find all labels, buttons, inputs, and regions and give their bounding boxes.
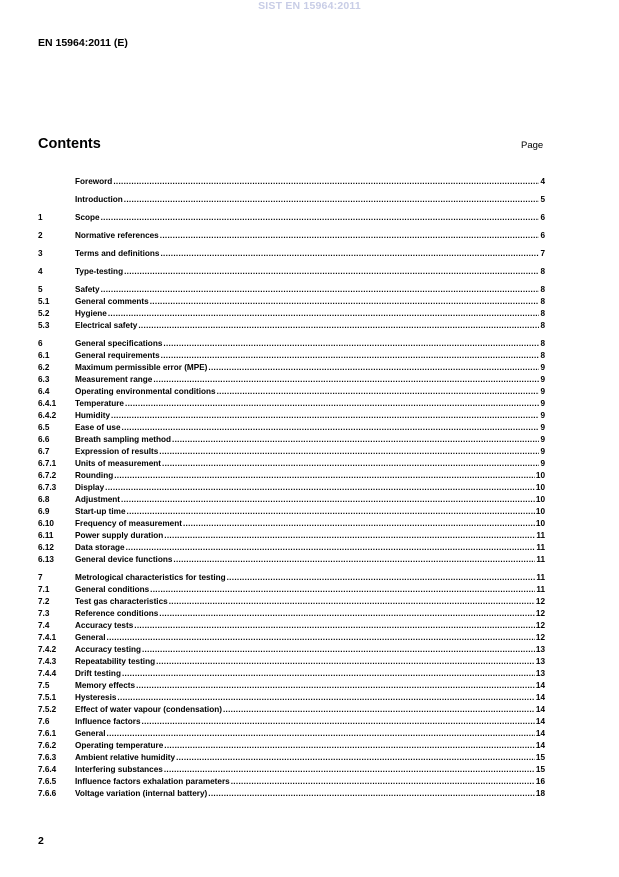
toc-entry[interactable] bbox=[38, 656, 545, 668]
toc-dot-leader bbox=[227, 572, 536, 584]
toc-entry-title: Type-testing bbox=[75, 267, 124, 276]
toc-dot-leader bbox=[159, 446, 539, 458]
toc-entry-number: 7.2 bbox=[38, 597, 50, 606]
toc-entry-title: Rounding bbox=[75, 471, 114, 480]
toc-dot-leader bbox=[172, 434, 539, 446]
toc-dot-leader bbox=[138, 320, 539, 332]
toc-entry[interactable] bbox=[38, 266, 545, 278]
toc-entry-number: 7.5 bbox=[38, 681, 50, 690]
toc-entry[interactable] bbox=[38, 422, 545, 434]
toc-entry-page: 11 bbox=[536, 573, 545, 582]
toc-entry-title: Display bbox=[75, 483, 105, 492]
toc-dot-leader bbox=[105, 482, 535, 494]
toc-entry[interactable] bbox=[38, 728, 545, 740]
toc-entry[interactable] bbox=[38, 620, 545, 632]
toc-entry[interactable] bbox=[38, 362, 545, 374]
toc-dot-leader bbox=[173, 554, 535, 566]
toc-group bbox=[38, 266, 545, 278]
toc-group bbox=[38, 194, 545, 206]
toc-entry-number: 6.10 bbox=[38, 519, 54, 528]
toc-dot-leader bbox=[142, 644, 535, 656]
toc-entry-page: 11 bbox=[536, 555, 545, 564]
toc-entry[interactable] bbox=[38, 398, 545, 410]
toc-entry-title: General bbox=[75, 633, 106, 642]
toc-entry-title: Measurement range bbox=[75, 375, 153, 384]
toc-group bbox=[38, 248, 545, 260]
toc-entry[interactable] bbox=[38, 350, 545, 362]
toc-dot-leader bbox=[163, 338, 539, 350]
toc-entry-page: 4 bbox=[540, 177, 545, 186]
toc-entry-number: 7.6.3 bbox=[38, 753, 57, 762]
toc-entry-page: 10 bbox=[535, 471, 545, 480]
toc-entry[interactable] bbox=[38, 320, 545, 332]
toc-entry-number: 6.8 bbox=[38, 495, 50, 504]
toc-dot-leader bbox=[160, 230, 540, 242]
toc-entry-page: 12 bbox=[535, 621, 545, 630]
toc-group bbox=[38, 284, 545, 332]
toc-entry-page: 18 bbox=[535, 789, 545, 798]
toc-dot-leader bbox=[150, 584, 535, 596]
toc-entry[interactable] bbox=[38, 410, 545, 422]
toc-entry-number: 6.7.3 bbox=[38, 483, 57, 492]
toc-entry[interactable] bbox=[38, 308, 545, 320]
toc-entry-title: Expression of results bbox=[75, 447, 159, 456]
toc-dot-leader bbox=[111, 410, 539, 422]
toc-entry-number: 7.4.3 bbox=[38, 657, 57, 666]
toc-entry-number: 1 bbox=[38, 213, 43, 222]
watermark: SIST EN 15964:2011 bbox=[258, 0, 361, 12]
toc-entry[interactable] bbox=[38, 458, 545, 470]
toc-entry[interactable] bbox=[38, 572, 545, 584]
toc-entry[interactable] bbox=[38, 530, 545, 542]
toc-entry-page: 16 bbox=[535, 777, 545, 786]
toc-entry[interactable] bbox=[38, 494, 545, 506]
toc-entry-page: 8 bbox=[540, 351, 545, 360]
toc-entry-number: 6.11 bbox=[38, 531, 54, 540]
toc-entry-page: 8 bbox=[540, 321, 545, 330]
toc-dot-leader bbox=[107, 728, 535, 740]
toc-entry-page: 13 bbox=[535, 645, 545, 654]
toc-entry[interactable] bbox=[38, 596, 545, 608]
toc-dot-leader bbox=[169, 596, 535, 608]
page-column-label: Page bbox=[521, 140, 544, 151]
toc-entry[interactable] bbox=[38, 176, 545, 188]
toc-entry-number: 6.4.1 bbox=[38, 399, 57, 408]
toc-entry-title: Power supply duration bbox=[75, 531, 164, 540]
toc-dot-leader bbox=[153, 374, 539, 386]
toc-entry[interactable] bbox=[38, 482, 545, 494]
toc-entry-title: Accuracy testing bbox=[75, 645, 141, 654]
toc-group bbox=[38, 338, 545, 566]
toc-entry-title: Terms and definitions bbox=[75, 249, 160, 258]
toc-dot-leader bbox=[183, 518, 535, 530]
toc-entry-title: Drift testing bbox=[75, 669, 121, 678]
toc-entry-page: 13 bbox=[535, 657, 545, 666]
toc-entry[interactable] bbox=[38, 716, 545, 728]
toc-entry-page: 6 bbox=[540, 231, 545, 240]
toc-entry-title: Data storage bbox=[75, 543, 125, 552]
toc-entry-number: 7.5.1 bbox=[38, 693, 57, 702]
toc-dot-leader bbox=[164, 530, 535, 542]
toc-entry-page: 12 bbox=[535, 633, 545, 642]
toc-entry-page: 7 bbox=[540, 249, 545, 258]
toc-entry-page: 10 bbox=[535, 519, 545, 528]
toc-dot-leader bbox=[114, 470, 535, 482]
toc-entry-page: 11 bbox=[536, 543, 545, 552]
table-of-contents bbox=[38, 176, 545, 806]
toc-dot-leader bbox=[208, 788, 535, 800]
toc-entry-number: 6.7.2 bbox=[38, 471, 57, 480]
toc-dot-leader bbox=[176, 752, 535, 764]
toc-entry-title: Metrological characteristics for testing bbox=[75, 573, 226, 582]
toc-dot-leader bbox=[107, 632, 535, 644]
toc-entry-page: 9 bbox=[540, 459, 545, 468]
toc-entry[interactable] bbox=[38, 668, 545, 680]
toc-entry-title: General requirements bbox=[75, 351, 160, 360]
toc-entry-number: 7.6.2 bbox=[38, 741, 57, 750]
toc-entry-number: 7.6 bbox=[38, 717, 50, 726]
toc-entry[interactable] bbox=[38, 446, 545, 458]
toc-entry-number: 7.4.4 bbox=[38, 669, 57, 678]
toc-entry-title: General device functions bbox=[75, 555, 173, 564]
toc-entry[interactable] bbox=[38, 230, 545, 242]
toc-entry[interactable] bbox=[38, 434, 545, 446]
toc-entry-page: 8 bbox=[540, 267, 545, 276]
toc-entry[interactable] bbox=[38, 764, 545, 776]
toc-entry-number: 7.4.1 bbox=[38, 633, 57, 642]
toc-entry-page: 9 bbox=[540, 387, 545, 396]
toc-dot-leader bbox=[121, 494, 535, 506]
toc-entry-number: 6.5 bbox=[38, 423, 50, 432]
toc-entry[interactable] bbox=[38, 374, 545, 386]
toc-entry-number: 2 bbox=[38, 231, 43, 240]
toc-entry[interactable] bbox=[38, 680, 545, 692]
toc-entry-page: 9 bbox=[540, 423, 545, 432]
toc-dot-leader bbox=[127, 506, 535, 518]
toc-entry-title: Start-up time bbox=[75, 507, 126, 516]
toc-entry[interactable] bbox=[38, 788, 545, 800]
toc-entry-page: 5 bbox=[540, 195, 545, 204]
toc-entry-page: 13 bbox=[535, 669, 545, 678]
toc-entry-title: Interfering substances bbox=[75, 765, 163, 774]
toc-entry[interactable] bbox=[38, 692, 545, 704]
toc-entry-page: 12 bbox=[535, 609, 545, 618]
toc-dot-leader bbox=[161, 350, 540, 362]
toc-dot-leader bbox=[150, 296, 540, 308]
toc-entry-number: 6.7.1 bbox=[38, 459, 57, 468]
toc-dot-leader bbox=[217, 386, 540, 398]
toc-dot-leader bbox=[160, 248, 539, 260]
toc-entry-title: General specifications bbox=[75, 339, 163, 348]
toc-entry-title: General conditions bbox=[75, 585, 150, 594]
toc-entry[interactable] bbox=[38, 506, 545, 518]
toc-group bbox=[38, 212, 545, 224]
toc-entry-title: Influence factors bbox=[75, 717, 141, 726]
toc-entry-title: Introduction bbox=[75, 195, 123, 204]
toc-entry-number: 7.5.2 bbox=[38, 705, 57, 714]
toc-entry-number: 6.7 bbox=[38, 447, 50, 456]
toc-entry-number: 6.3 bbox=[38, 375, 50, 384]
toc-entry-title: Hygiene bbox=[75, 309, 107, 318]
toc-entry[interactable] bbox=[38, 212, 545, 224]
toc-entry-number: 7.4 bbox=[38, 621, 50, 630]
toc-group bbox=[38, 572, 545, 800]
toc-entry-number: 6.4.2 bbox=[38, 411, 57, 420]
toc-dot-leader bbox=[108, 308, 540, 320]
toc-dot-leader bbox=[142, 716, 535, 728]
document-id: EN 15964:2011 (E) bbox=[38, 37, 128, 49]
toc-entry[interactable] bbox=[38, 644, 545, 656]
contents-title: Contents bbox=[38, 136, 101, 152]
toc-entry-page: 14 bbox=[535, 741, 545, 750]
toc-entry-title: Adjustment bbox=[75, 495, 121, 504]
toc-entry[interactable] bbox=[38, 386, 545, 398]
toc-entry-number: 6.13 bbox=[38, 555, 54, 564]
toc-entry-title: Test gas characteristics bbox=[75, 597, 168, 606]
toc-entry[interactable] bbox=[38, 608, 545, 620]
toc-group bbox=[38, 176, 545, 188]
toc-dot-leader bbox=[208, 362, 539, 374]
toc-entry-page: 9 bbox=[540, 435, 545, 444]
toc-entry-number: 7.6.5 bbox=[38, 777, 57, 786]
toc-entry-number: 5.2 bbox=[38, 309, 50, 318]
toc-entry[interactable] bbox=[38, 248, 545, 260]
toc-entry[interactable] bbox=[38, 296, 545, 308]
toc-entry-title: Maximum permissible error (MPE) bbox=[75, 363, 208, 372]
toc-entry-number: 6 bbox=[38, 339, 43, 348]
toc-entry-number: 4 bbox=[38, 267, 43, 276]
toc-entry-page: 14 bbox=[535, 681, 545, 690]
toc-entry-title: Repeatability testing bbox=[75, 657, 156, 666]
toc-entry-page: 8 bbox=[540, 309, 545, 318]
toc-entry-title: Operating environmental conditions bbox=[75, 387, 216, 396]
toc-entry-number: 7.1 bbox=[38, 585, 50, 594]
toc-entry-number: 7.6.4 bbox=[38, 765, 57, 774]
toc-dot-leader bbox=[223, 704, 535, 716]
toc-dot-leader bbox=[101, 212, 540, 224]
toc-dot-leader bbox=[162, 458, 539, 470]
toc-entry[interactable] bbox=[38, 584, 545, 596]
toc-entry-page: 11 bbox=[536, 585, 545, 594]
toc-entry-page: 8 bbox=[540, 339, 545, 348]
toc-entry-number: 3 bbox=[38, 249, 43, 258]
toc-entry[interactable] bbox=[38, 632, 545, 644]
toc-entry-page: 9 bbox=[540, 399, 545, 408]
toc-entry-number: 7.3 bbox=[38, 609, 50, 618]
toc-entry-page: 10 bbox=[535, 507, 545, 516]
toc-entry-page: 6 bbox=[540, 213, 545, 222]
toc-dot-leader bbox=[122, 422, 540, 434]
toc-dot-leader bbox=[156, 656, 535, 668]
toc-group bbox=[38, 230, 545, 242]
toc-entry-title: Foreword bbox=[75, 177, 113, 186]
toc-dot-leader bbox=[113, 176, 539, 188]
toc-entry-number: 6.2 bbox=[38, 363, 50, 372]
toc-entry-number: 7.6.6 bbox=[38, 789, 57, 798]
toc-entry[interactable] bbox=[38, 704, 545, 716]
toc-entry-page: 12 bbox=[535, 597, 545, 606]
toc-entry-page: 10 bbox=[535, 495, 545, 504]
toc-entry-page: 9 bbox=[540, 363, 545, 372]
toc-entry-number: 7 bbox=[38, 573, 43, 582]
toc-dot-leader bbox=[124, 266, 539, 278]
toc-entry-number: 5.3 bbox=[38, 321, 50, 330]
toc-entry[interactable] bbox=[38, 470, 545, 482]
toc-entry-title: Memory effects bbox=[75, 681, 136, 690]
toc-entry-title: Humidity bbox=[75, 411, 111, 420]
toc-entry[interactable] bbox=[38, 542, 545, 554]
toc-entry-page: 10 bbox=[535, 483, 545, 492]
toc-entry-title: General comments bbox=[75, 297, 149, 306]
toc-entry[interactable] bbox=[38, 752, 545, 764]
toc-entry-number: 6.1 bbox=[38, 351, 50, 360]
toc-entry-title: Accuracy tests bbox=[75, 621, 134, 630]
toc-entry-title: General bbox=[75, 729, 106, 738]
toc-entry[interactable] bbox=[38, 740, 545, 752]
toc-entry-number: 5 bbox=[38, 285, 43, 294]
toc-dot-leader bbox=[136, 680, 535, 692]
toc-entry-title: Reference conditions bbox=[75, 609, 159, 618]
toc-dot-leader bbox=[125, 398, 539, 410]
toc-entry-number: 5.1 bbox=[38, 297, 50, 306]
toc-entry-title: Operating temperature bbox=[75, 741, 164, 750]
toc-entry-title: Breath sampling method bbox=[75, 435, 171, 444]
toc-entry-title: Electrical safety bbox=[75, 321, 138, 330]
toc-dot-leader bbox=[124, 194, 540, 206]
toc-entry-title: Ease of use bbox=[75, 423, 121, 432]
toc-dot-leader bbox=[122, 668, 535, 680]
toc-entry-page: 14 bbox=[535, 729, 545, 738]
toc-entry[interactable] bbox=[38, 284, 545, 296]
toc-entry-title: Temperature bbox=[75, 399, 124, 408]
toc-entry-page: 8 bbox=[540, 285, 545, 294]
toc-entry[interactable] bbox=[38, 338, 545, 350]
toc-entry[interactable] bbox=[38, 518, 545, 530]
toc-dot-leader bbox=[159, 608, 535, 620]
toc-entry-title: Hysteresis bbox=[75, 693, 117, 702]
toc-entry-title: Units of measurement bbox=[75, 459, 161, 468]
toc-entry-title: Effect of water vapour (condensation) bbox=[75, 705, 222, 714]
toc-entry-number: 6.4 bbox=[38, 387, 50, 396]
toc-entry-page: 14 bbox=[535, 717, 545, 726]
toc-dot-leader bbox=[164, 764, 535, 776]
toc-entry-page: 9 bbox=[540, 375, 545, 384]
toc-entry[interactable] bbox=[38, 554, 545, 566]
toc-dot-leader bbox=[117, 692, 534, 704]
toc-entry-page: 9 bbox=[540, 447, 545, 456]
toc-entry-page: 14 bbox=[535, 693, 545, 702]
toc-entry-number: 6.9 bbox=[38, 507, 50, 516]
toc-dot-leader bbox=[164, 740, 535, 752]
toc-dot-leader bbox=[134, 620, 535, 632]
toc-entry-title: Voltage variation (internal battery) bbox=[75, 789, 208, 798]
toc-entry-title: Scope bbox=[75, 213, 100, 222]
toc-entry-number: 6.12 bbox=[38, 543, 54, 552]
toc-entry-number: 6.6 bbox=[38, 435, 50, 444]
toc-entry-number: 7.6.1 bbox=[38, 729, 57, 738]
toc-entry-page: 15 bbox=[535, 753, 545, 762]
toc-entry-title: Frequency of measurement bbox=[75, 519, 182, 528]
toc-entry-title: Safety bbox=[75, 285, 100, 294]
toc-entry-page: 14 bbox=[535, 705, 545, 714]
toc-dot-leader bbox=[101, 284, 540, 296]
toc-entry[interactable] bbox=[38, 776, 545, 788]
toc-entry-number: 7.4.2 bbox=[38, 645, 57, 654]
toc-entry[interactable] bbox=[38, 194, 545, 206]
toc-entry-page: 8 bbox=[540, 297, 545, 306]
toc-entry-page: 11 bbox=[536, 531, 545, 540]
toc-entry-title: Normative references bbox=[75, 231, 159, 240]
toc-entry-title: Ambient relative humidity bbox=[75, 753, 176, 762]
toc-entry-title: Influence factors exhalation parameters bbox=[75, 777, 230, 786]
toc-entry-page: 9 bbox=[540, 411, 545, 420]
toc-entry-page: 15 bbox=[535, 765, 545, 774]
toc-dot-leader bbox=[231, 776, 535, 788]
page-number: 2 bbox=[38, 835, 44, 847]
toc-dot-leader bbox=[126, 542, 536, 554]
